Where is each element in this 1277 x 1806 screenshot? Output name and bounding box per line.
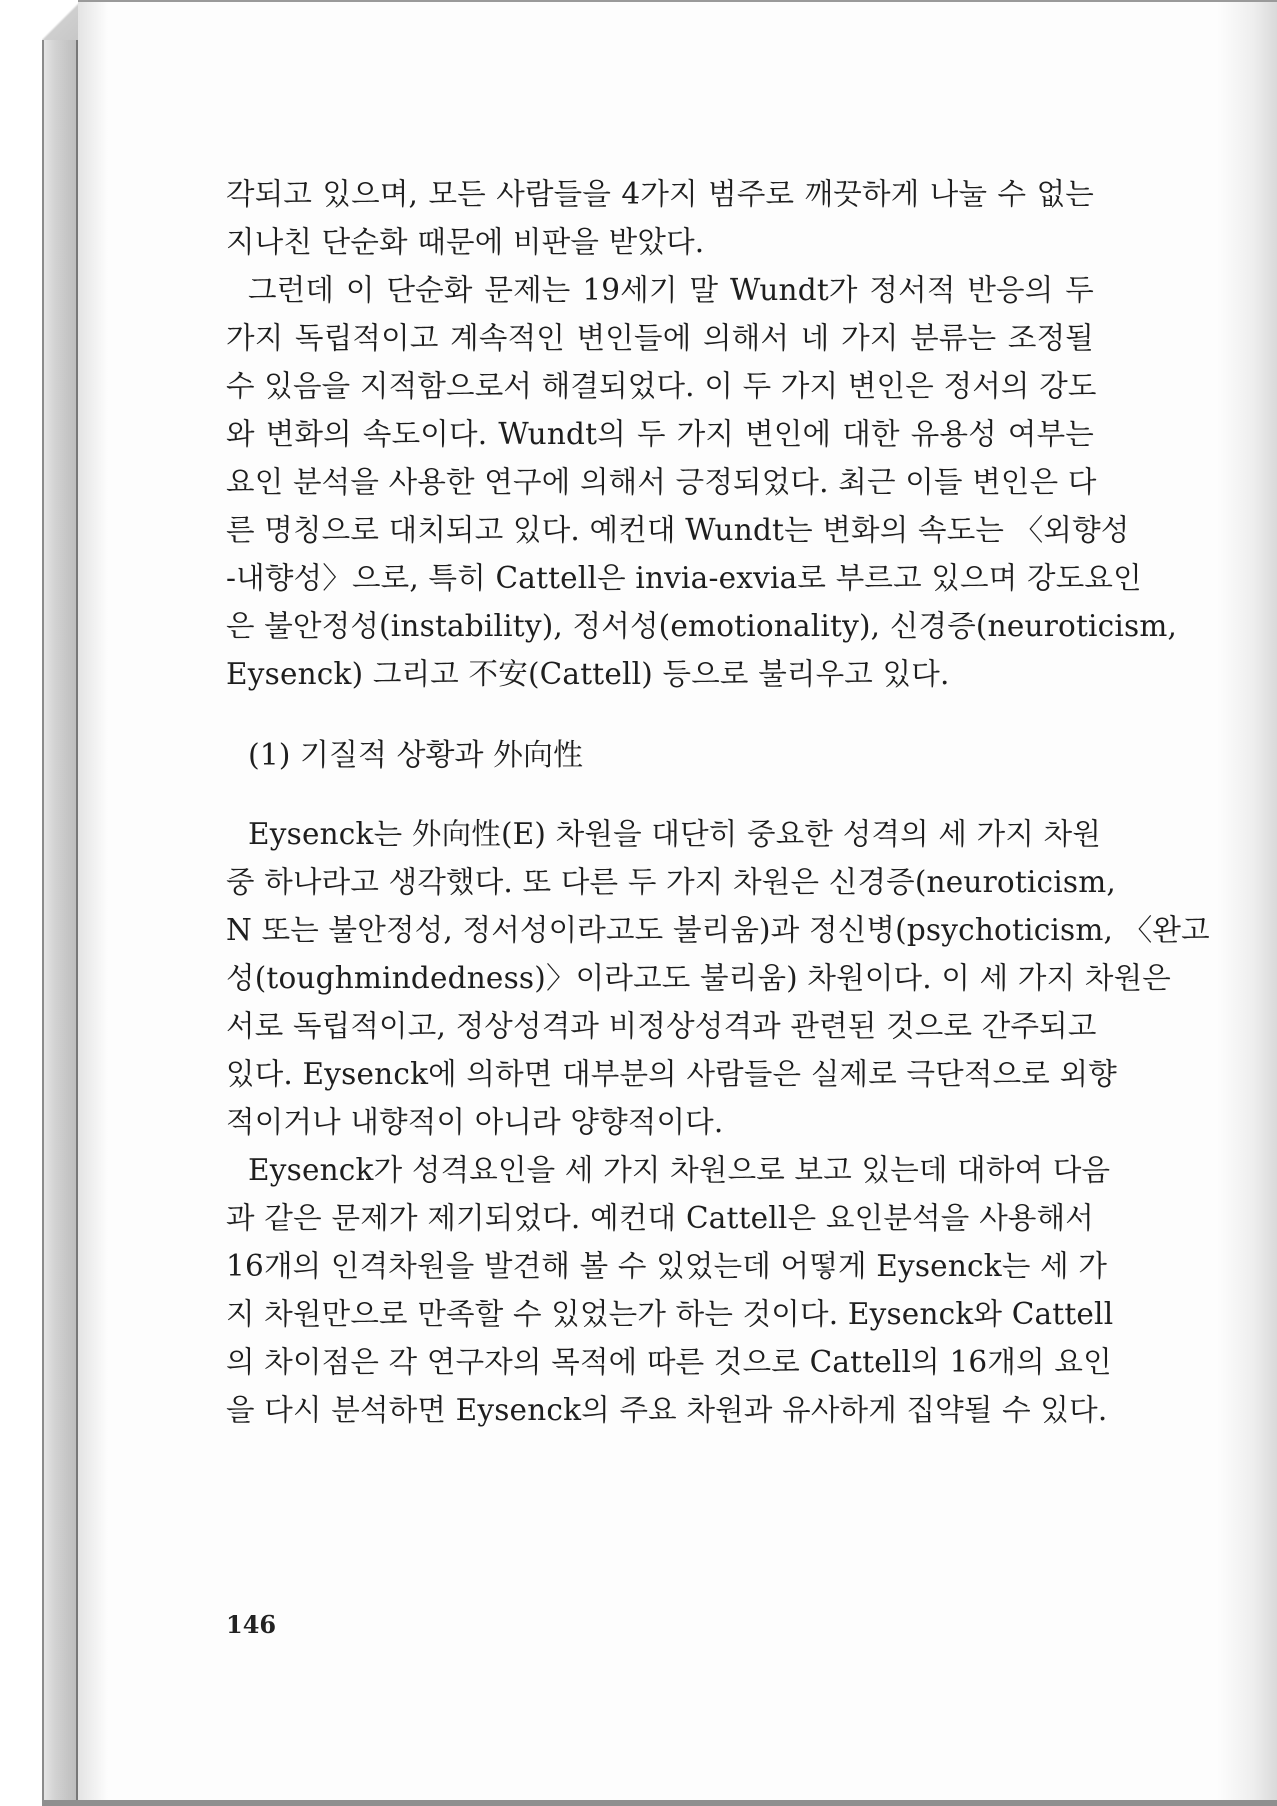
text-line: 의 차이점은 각 연구자의 목적에 따른 것으로 Cattell의 16개의 요인	[226, 1345, 1112, 1379]
text-line: 와 변화의 속도이다. Wundt의 두 가지 변인에 대한 유용성 여부는	[226, 417, 1094, 451]
text-line: 은 불안정성(instability), 정서성(emotionality), 신경증(neuroticism,	[226, 609, 1178, 643]
book-spine	[42, 0, 78, 1806]
text-line: 지 차원만으로 만족할 수 있었는가 하는 것이다. Eysenck와 Cattell	[226, 1297, 1114, 1331]
paragraph	[226, 1146, 1114, 1434]
text-line: 을 다시 분석하면 Eysenck의 주요 차원과 유사하게 집약될 수 있다.	[226, 1393, 1108, 1427]
text-line: 지나친 단순화 때문에 비판을 받았다.	[226, 225, 705, 259]
text-line: N 또는 불안정성, 정서성이라고도 불리움)과 정신병(psychoticism, 〈완고	[226, 913, 1210, 947]
text-line: Eysenck는 外向性(E) 차원을 대단히 중요한 성격의 세 가지 차원	[248, 817, 1102, 851]
paragraph	[226, 810, 1210, 1146]
text-line: 각되고 있으며, 모든 사람들을 4가지 범주로 깨끗하게 나눌 수 없는	[226, 177, 1094, 211]
page-bottom-edge	[42, 1800, 1277, 1806]
text-line: 그런데 이 단순화 문제는 19세기 말 Wundt가 정서적 반응의 두	[248, 273, 1094, 307]
text-line: 있다. Eysenck에 의하면 대부분의 사람들은 실제로 극단적으로 외향	[226, 1057, 1117, 1091]
text-line: 중 하나라고 생각했다. 또 다른 두 가지 차원은 신경증(neuroticism,	[226, 865, 1116, 899]
text-line: 가지 독립적이고 계속적인 변인들에 의해서 네 가지 분류는 조정될	[226, 321, 1094, 355]
text-line: Eysenck가 성격요인을 세 가지 차원으로 보고 있는데 대하여 다음	[248, 1153, 1111, 1187]
page-number: 146	[226, 1610, 277, 1639]
body-text-top	[226, 170, 1178, 698]
text-line: -내향성〉으로, 특히 Cattell은 invia-exvia로 부르고 있으며 강도요인	[226, 561, 1142, 595]
text-line: 적이거나 내향적이 아니라 양향적이다.	[226, 1105, 724, 1139]
text-line: 서로 독립적이고, 정상성격과 비정상성격과 관련된 것으로 간주되고	[226, 1009, 1097, 1043]
text-line: Eysenck) 그리고 不安(Cattell) 등으로 불리우고 있다.	[226, 657, 950, 691]
paragraph	[226, 266, 1178, 698]
text-line: 요인 분석을 사용한 연구에 의해서 긍정되었다. 최근 이들 변인은 다	[226, 465, 1097, 499]
book-corner	[42, 0, 82, 40]
text-line: 성(toughmindedness)〉이라고도 불리움) 차원이다. 이 세 가지 차원은	[226, 961, 1171, 995]
text-line: 과 같은 문제가 제기되었다. 예컨대 Cattell은 요인분석을 사용해서	[226, 1201, 1094, 1235]
text-line: 16개의 인격차원을 발견해 볼 수 있었는데 어떻게 Eysenck는 세 가	[226, 1249, 1108, 1283]
page-shade-left	[78, 2, 108, 1806]
body-text-bottom	[226, 810, 1210, 1434]
text-line: 른 명칭으로 대치되고 있다. 예컨대 Wundt는 변화의 속도는 〈외향성	[226, 513, 1130, 547]
paragraph	[226, 170, 1094, 266]
text-line: 수 있음을 지적함으로서 해결되었다. 이 두 가지 변인은 정서의 강도	[226, 369, 1097, 403]
section-heading: (1) 기질적 상황과 外向性	[248, 738, 583, 773]
page-shade-right	[1217, 2, 1277, 1806]
